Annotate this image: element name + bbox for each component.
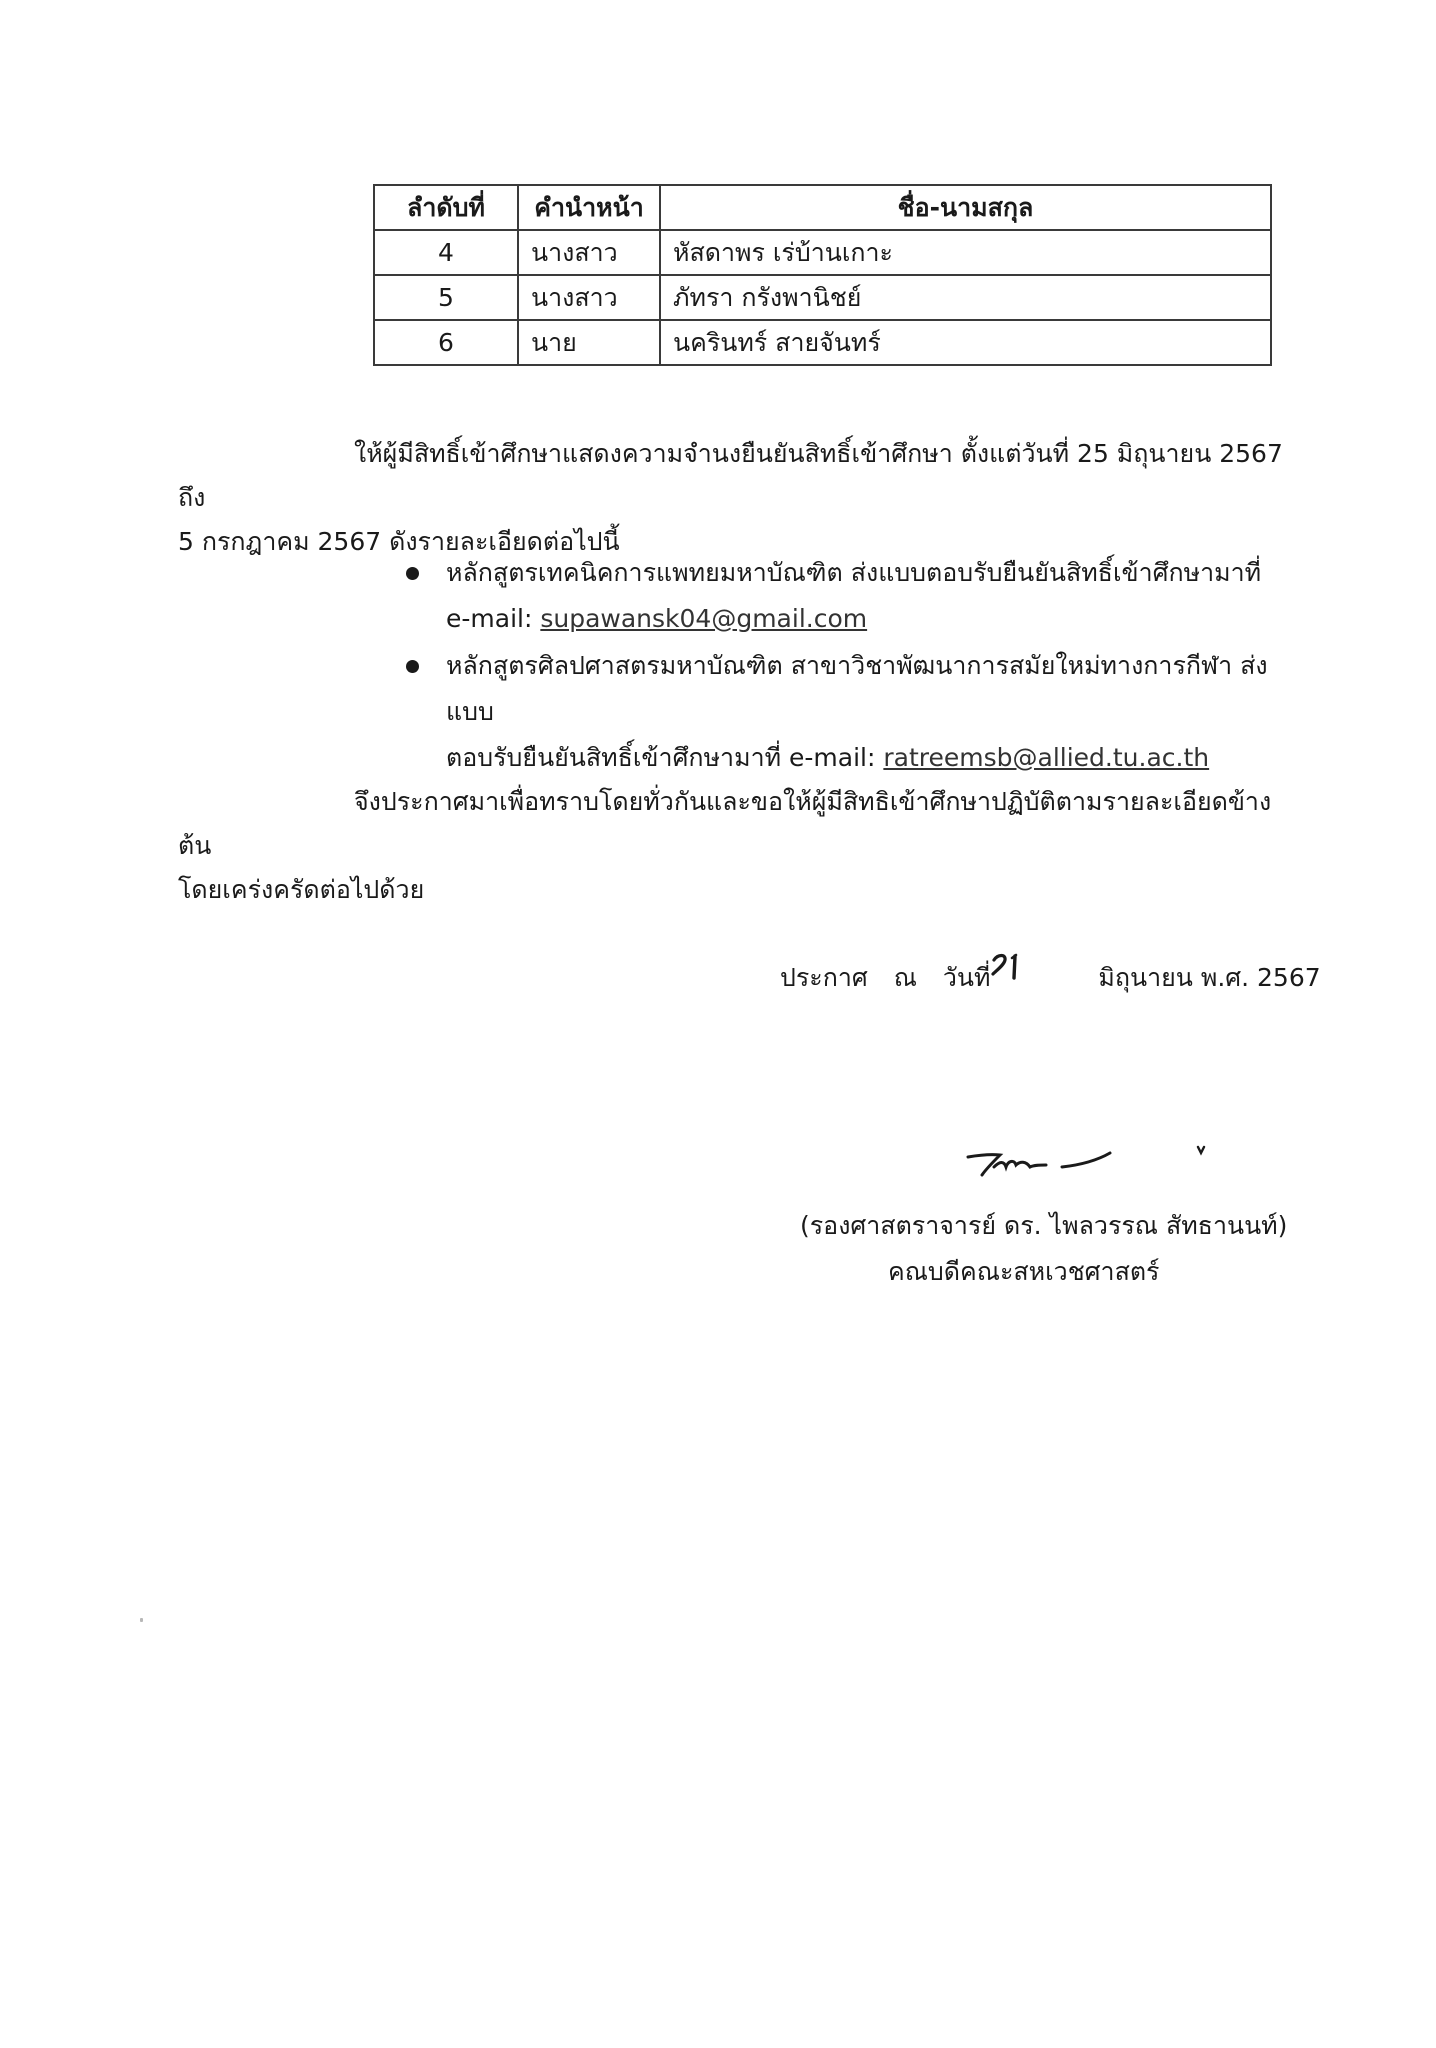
email-link[interactable]: supawansk04@gmail.com [540,604,868,633]
bullet-icon [406,567,419,580]
cell-name-prefix: นางสาว [518,275,660,320]
signer-position: คณบดีคณะสหเวชศาสตร์ [888,1257,1160,1286]
table-row [374,275,1271,320]
header-full-name: ชื่อ-นามสกุล [660,185,1271,230]
handwritten-signature [960,1125,1220,1195]
email-prefix: ตอบรับยืนยันสิทธิ์เข้าศึกษามาที่ e-mail: [446,743,884,772]
paragraph-line: ให้ผู้มีสิทธิ์เข้าศึกษาแสดงความจำนงยืนยันสิทธิ์เข้าศึกษา ตั้งแต่วันที่ 25 มิถุนายน 2567 ถึง [178,439,1283,512]
paragraph-line: โดยเคร่งครัดต่อไปด้วย [178,875,425,904]
cell-order-number: 5 [374,275,518,320]
header-order-number: ลำดับที่ [374,185,518,230]
confirmation-period-paragraph [178,432,1294,564]
bullet-icon [406,660,419,673]
program-line: หลักสูตรศิลปศาสตรมหาบัณฑิต สาขาวิชาพัฒนาการสมัยใหม่ทางการกีฬา ส่งแบบ [446,651,1268,726]
handwritten-day-number [988,948,1038,984]
cell-name-prefix: นาย [518,320,660,365]
cell-order-number: 6 [374,320,518,365]
email-link[interactable]: ratreemsb@allied.tu.ac.th [883,743,1210,772]
table-row [374,230,1271,275]
email-prefix: e-mail: [446,604,541,633]
announcement-at: ณ [893,963,917,992]
program-contact-list [398,550,1308,782]
announcement-day-label: วันที่ [942,963,991,992]
names-table [373,184,1272,366]
table-row [374,320,1271,365]
closing-paragraph [178,780,1294,912]
cell-full-name: หัสดาพร เร่บ้านเกาะ [660,230,1271,275]
program-line: หลักสูตรเทคนิคการแพทยมหาบัณฑิต ส่งแบบตอบรับยืนยันสิทธิ์เข้าศึกษามาที่ [446,558,1262,587]
header-name-prefix: คำนำหน้า [518,185,660,230]
cell-order-number: 4 [374,230,518,275]
list-item [398,643,1308,781]
scan-speck [140,1618,143,1622]
cell-name-prefix: นางสาว [518,230,660,275]
signer-name: (รองศาสตราจารย์ ดร. ไพลวรรณ สัทธานนท์) [800,1211,1288,1240]
table-header-row [374,185,1271,230]
cell-full-name: ภัทรา กรังพานิชย์ [660,275,1271,320]
paragraph-line: จึงประกาศมาเพื่อทราบโดยทั่วกันและขอให้ผู้มีสิทธิเข้าศึกษาปฏิบัติตามรายละเอียดข้างต้น [178,787,1272,860]
announcement-prefix: ประกาศ [780,963,868,992]
cell-full-name: นครินทร์ สายจันทร์ [660,320,1271,365]
announcement-date [780,956,1321,1000]
announcement-month-year: มิถุนายน พ.ศ. 2567 [1098,963,1321,992]
list-item [398,550,1308,642]
paragraph-line: 5 กรกฎาคม 2567 ดังรายละเอียดต่อไปนี้ [178,527,620,556]
